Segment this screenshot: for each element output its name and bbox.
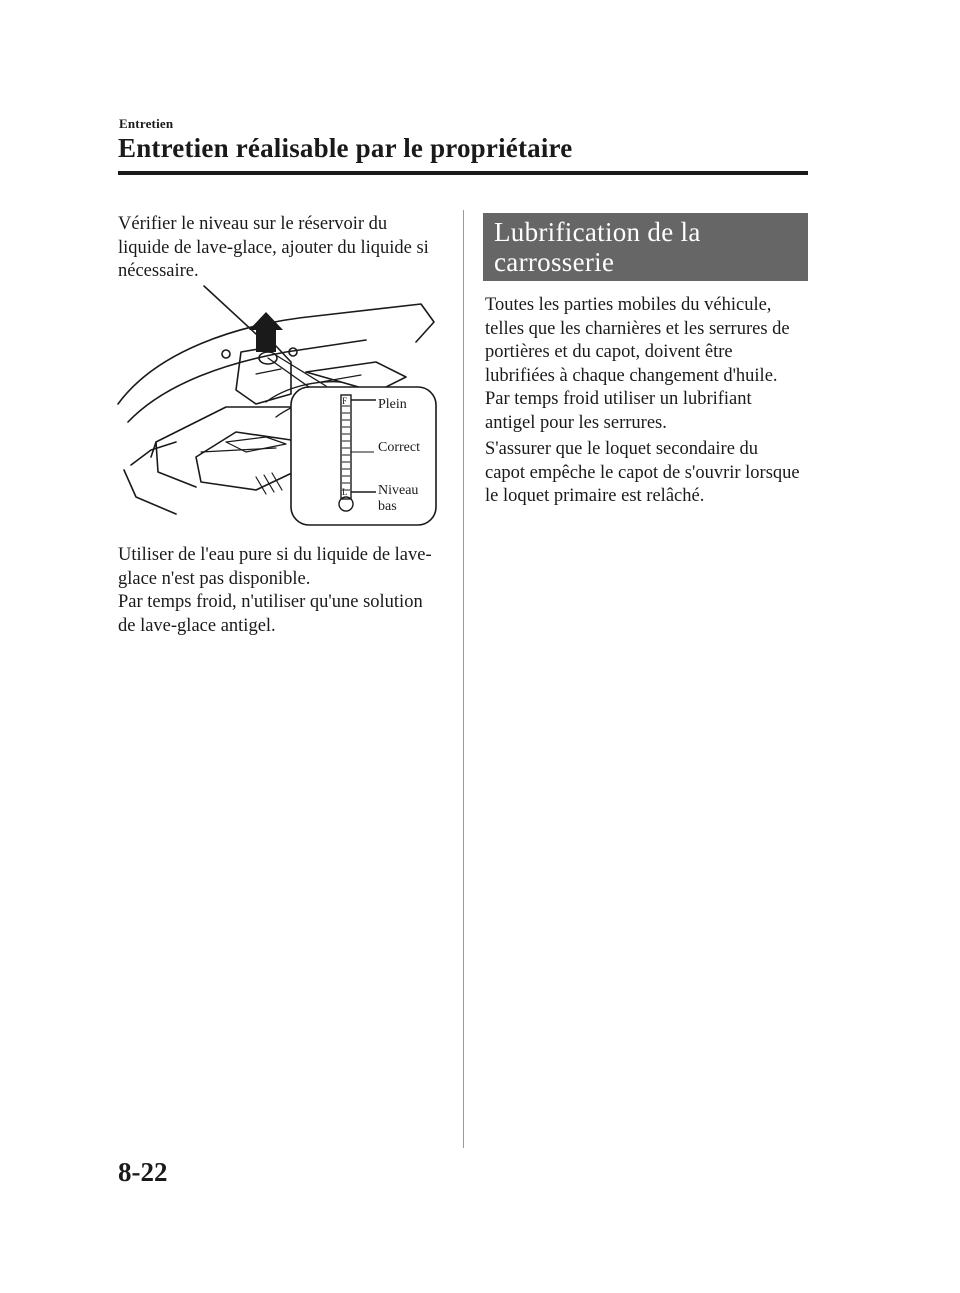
intro-line: Vérifier le niveau sur le réservoir du	[118, 214, 388, 234]
intro-line: nécessaire.	[118, 261, 199, 281]
paragraph-line: le loquet primaire est relâché.	[485, 486, 705, 506]
note-line: Par temps froid, n'utiliser qu'une solution	[118, 592, 423, 612]
page-number: 8-22	[118, 1157, 168, 1187]
section-heading-line: carrosserie	[494, 247, 615, 277]
intro-paragraph	[118, 213, 429, 284]
gauge-label-low-line2: bas	[378, 499, 397, 514]
paragraph-line: capot empêche le capot de s'ouvrir lorsque	[485, 462, 800, 483]
paragraph-line: telles que les charnières et les serrures de	[485, 318, 790, 339]
paragraph-line: S'assurer que le loquet secondaire du	[485, 439, 759, 459]
column-divider	[463, 210, 464, 1148]
lubrication-paragraph	[485, 294, 790, 435]
paragraph-line: lubrifiées à chaque changement d'huile.	[485, 365, 778, 386]
intro-line: liquide de lave-glace, ajouter du liquide si	[118, 237, 429, 258]
gauge-label-low-line1: Niveau	[378, 483, 419, 498]
section-heading-line: Lubrification de la	[494, 217, 701, 247]
note-line: glace n'est pas disponible.	[118, 568, 311, 589]
paragraph-line: portières et du capot, doivent être	[485, 342, 733, 362]
paragraph-line: Toutes les parties mobiles du véhicule,	[485, 295, 772, 315]
note-line: Utiliser de l'eau pure si du liquide de lave-	[118, 545, 432, 565]
page-title: Entretien réalisable par le propriétaire	[118, 133, 573, 163]
note-line: de lave-glace antigel.	[118, 615, 276, 636]
section-label: Entretien	[119, 116, 174, 131]
section-heading	[483, 213, 808, 281]
gauge-letter-bottom: L	[342, 487, 348, 497]
gauge-letter-top: F	[342, 396, 348, 406]
paragraph-line: antigel pour les serrures.	[485, 412, 667, 433]
gauge-label-full: Plein	[378, 397, 407, 412]
note-paragraph	[118, 544, 432, 638]
gauge-label-correct: Correct	[378, 440, 420, 455]
paragraph-line: Par temps froid utiliser un lubrifiant	[485, 389, 752, 409]
title-rule	[118, 171, 808, 175]
hood-latch-paragraph	[485, 438, 800, 509]
washer-reservoir-illustration	[116, 282, 442, 530]
